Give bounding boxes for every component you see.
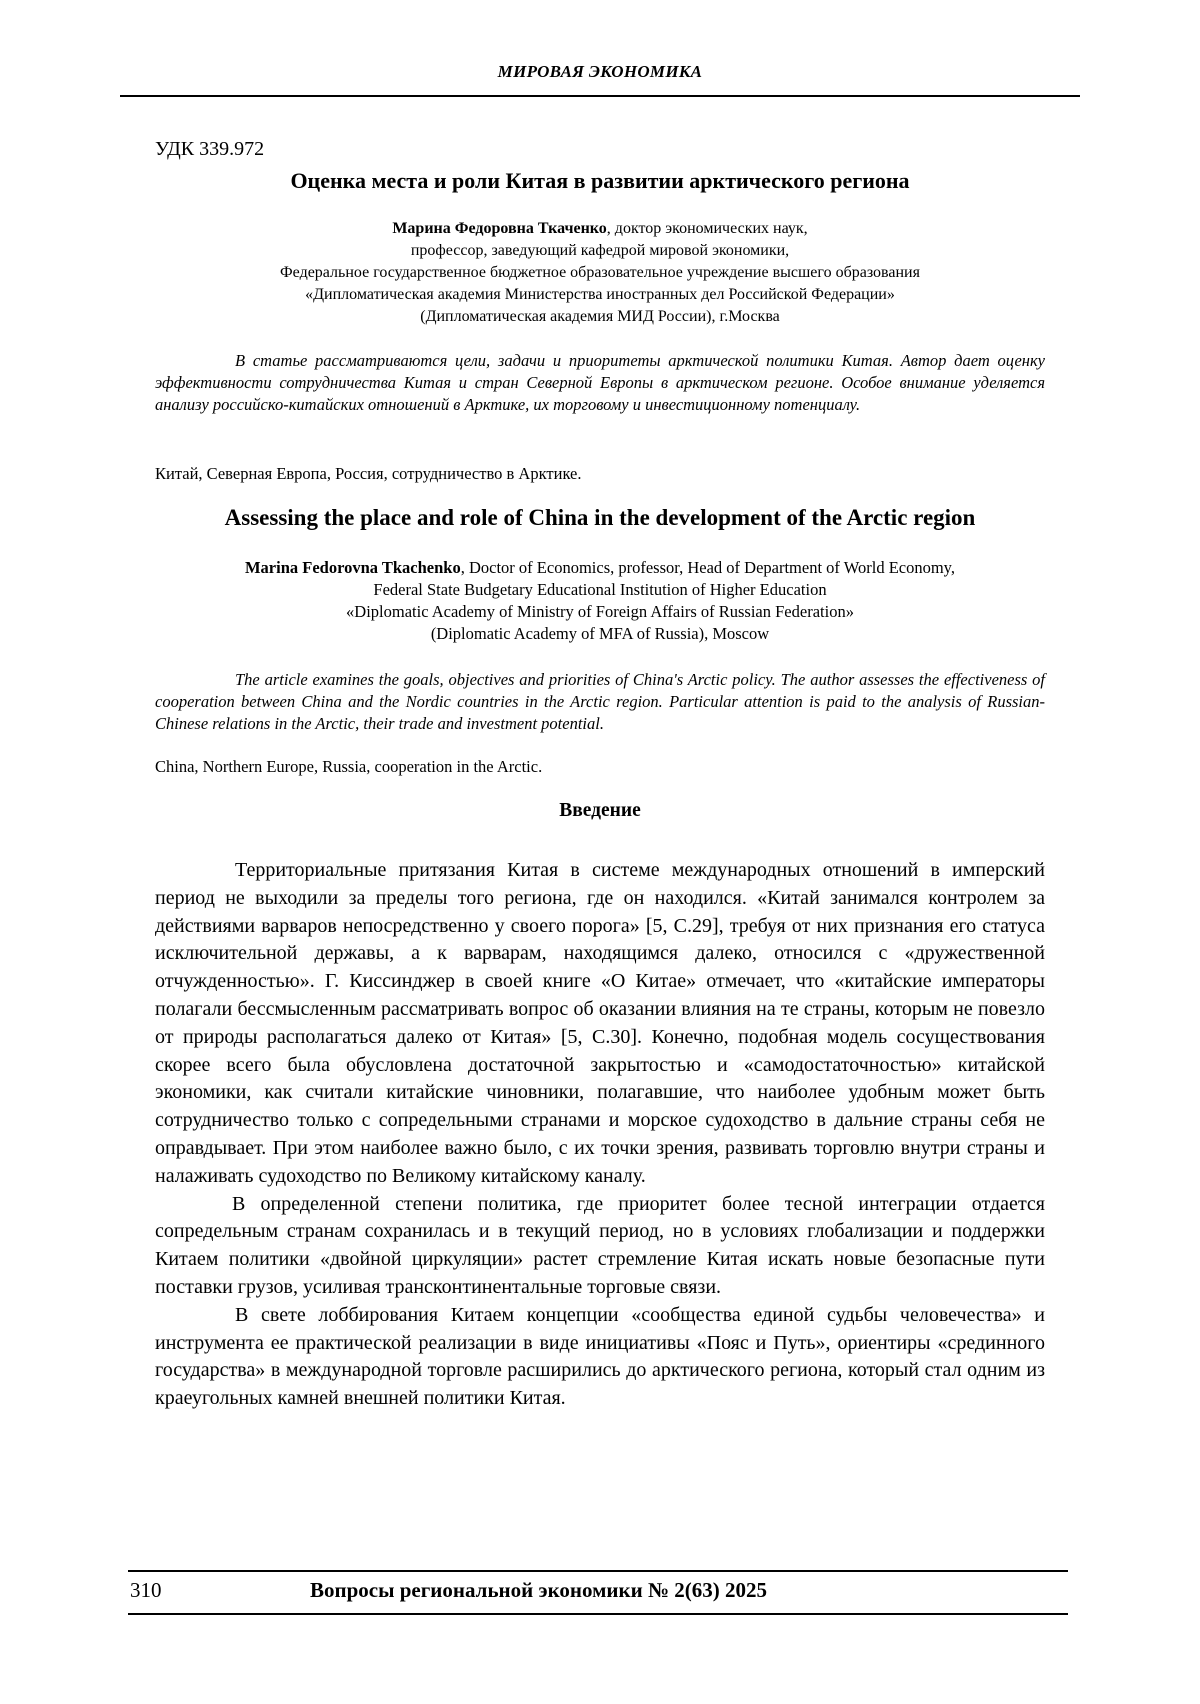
author-city-ru: (Дипломатическая академия МИД России), г.Москва xyxy=(420,308,780,325)
body-paragraph-1: Территориальные притязания Китая в системе международных отношений в имперский период не выходили за пределы того региона, где он находился. «Китай занимался контролем за действиями варваров непосредственно у своего порога» [5, С.29], требуя от них признания его статуса исключительной державы, а к варварам, находящимся далеко, относился с «дружественной отчужденностью». Г. Киссинджер в своей книге «О Китае» отмечает, что «китайские императоры полагали бессмысленным рассматривать вопрос об оказании влияния на те страны, которым не повезло от природы располагаться далеко от Китая» [5, С.30]. Конечно, подобная модель сосуществования скорее всего была обусловлена достаточной закрытостью и «самодостаточностью» китайской экономики, как считали китайские чиновники, полагавшие, что наиболее удобным может быть сотрудничество только с сопредельными странами и морское судоходство в дальние страны себя не оправдывает. При этом наиболее важно было, с их точки зрения, развивать торговлю внутри страны и налаживать судоходство по Великому китайскому каналу. xyxy=(155,859,1045,1187)
article-title-en: Assessing the place and role of China in the development of the Arctic region xyxy=(224,505,976,530)
keywords-ru: Китай, Северная Европа, Россия, сотрудничество в Арктике. xyxy=(155,464,582,483)
author-name-en: Marina Fedorovna Tkachenko xyxy=(244,558,461,577)
journal-name: Вопросы региональной экономики № 2(63) 2025 xyxy=(310,1578,768,1602)
author-degree-ru: , доктор экономических наук, xyxy=(606,220,808,237)
author-institution-ru: Федеральное государственное бюджетное образовательное учреждение высшего образования xyxy=(280,264,920,281)
abstract-en: The article examines the goals, objectives and priorities of China's Arctic policy. The author assesses the effectiveness of cooperation between China and the Nordic countries in the Arctic region. Particular attention is paid to the analysis of Russian-Chinese relations in the Arctic, their trade and investment potential. xyxy=(155,670,1045,733)
author-city-en: (Diplomatic Academy of MFA of Russia), Moscow xyxy=(430,624,770,643)
page-number: 310 xyxy=(130,1578,162,1602)
footer-rule-bottom xyxy=(128,1613,1068,1615)
author-position-ru: профессор, заведующий кафедрой мировой экономики, xyxy=(410,242,790,259)
body-text xyxy=(155,857,1045,1413)
abstract-ru: В статье рассматриваются цели, задачи и приоритеты арктической политики Китая. Автор дает оценку эффективности сотрудничества Китая и стран Северной Европы в арктическом регионе. Особое внимание уделяется анализу российско-китайских отношений в Арктике, их торговому и инвестиционному потенциалу. xyxy=(155,351,1045,414)
author-block-ru xyxy=(155,218,1045,328)
footer-rule-top xyxy=(128,1570,1068,1572)
udk-code: УДК 339.972 xyxy=(155,138,265,160)
author-line-1 xyxy=(155,218,1045,240)
author-academy-ru: «Дипломатическая академия Министерства иностранных дел Российской Федерации» xyxy=(305,286,895,303)
author-line-1-en xyxy=(155,557,1045,579)
header-rule xyxy=(120,95,1080,97)
article-title-ru: Оценка места и роли Китая в развитии арктического региона xyxy=(290,168,910,193)
author-name-ru: Марина Федоровна Ткаченко xyxy=(392,220,607,237)
body-paragraph-3: В свете лоббирования Китаем концепции «сообщества единой судьбы человечества» и инструмента ее практической реализации в виде инициативы «Пояс и Путь», ориентиры «срединного государства» в международной торговле расширились до арктического региона, который стал одним из краеугольных камней внешней политики Китая. xyxy=(155,1303,1045,1410)
author-institution-en: Federal State Budgetary Educational Institution of Higher Education xyxy=(373,580,827,599)
author-degree-en: , Doctor of Economics, professor, Head of Department of World Economy, xyxy=(460,558,955,577)
body-paragraph-2: В определенной степени политика, где приоритет более тесной интеграции отдается сопредельным странам сохранилась и в текущий период, но в условиях глобализации и поддержки Китаем политики «двойной циркуляции» растет стремление Китая искать новые безопасные пути поставки грузов, усиливая трансконтинентальные торговые связи. xyxy=(155,1192,1045,1298)
keywords-en: China, Northern Europe, Russia, cooperation in the Arctic. xyxy=(155,757,543,776)
running-head: МИРОВАЯ ЭКОНОМИКА xyxy=(497,62,703,81)
section-heading-introduction: Введение xyxy=(559,800,641,821)
author-academy-en: «Diplomatic Academy of Ministry of Foreign Affairs of Russian Federation» xyxy=(346,602,854,621)
author-block-en xyxy=(155,557,1045,645)
